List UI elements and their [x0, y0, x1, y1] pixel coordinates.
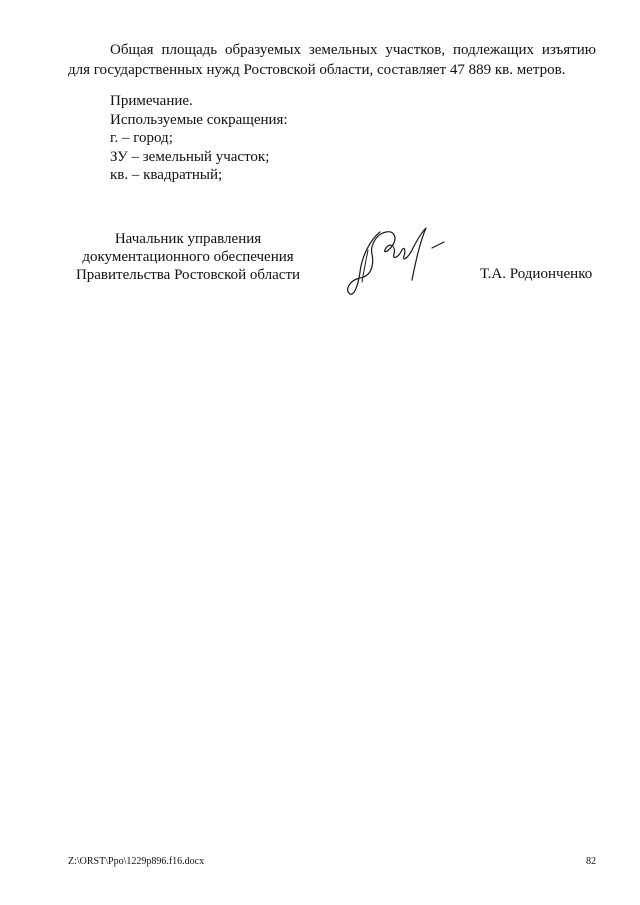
abbreviations-note: [110, 92, 288, 185]
note-item: ЗУ – земельный участок;: [110, 148, 270, 165]
area-paragraph-text: Общая площадь образуемых земельных участков, подлежащих изъятию для государственных нужд Ростовской области, составляет 47 889 кв. метров.: [68, 42, 596, 78]
footer-file-path: Z:\ORST\Ppo\1229p896.f16.docx: [68, 856, 205, 867]
position-line: Правительства Ростовской области: [75, 267, 301, 283]
note-subtitle: Используемые сокращения:: [110, 111, 288, 128]
area-paragraph: [68, 40, 596, 80]
note-title: Примечание.: [110, 93, 193, 109]
footer-page-number: 82: [586, 856, 596, 867]
position-line: Начальник управления: [114, 231, 262, 247]
handwritten-signature: [340, 220, 450, 300]
signatory-name: Т.А. Родионченко: [480, 266, 593, 282]
signatory-position: [68, 230, 308, 284]
note-item: г. – город;: [110, 130, 173, 146]
position-line: документационного обеспечения: [82, 249, 294, 265]
note-item: кв. – квадратный;: [110, 167, 223, 183]
